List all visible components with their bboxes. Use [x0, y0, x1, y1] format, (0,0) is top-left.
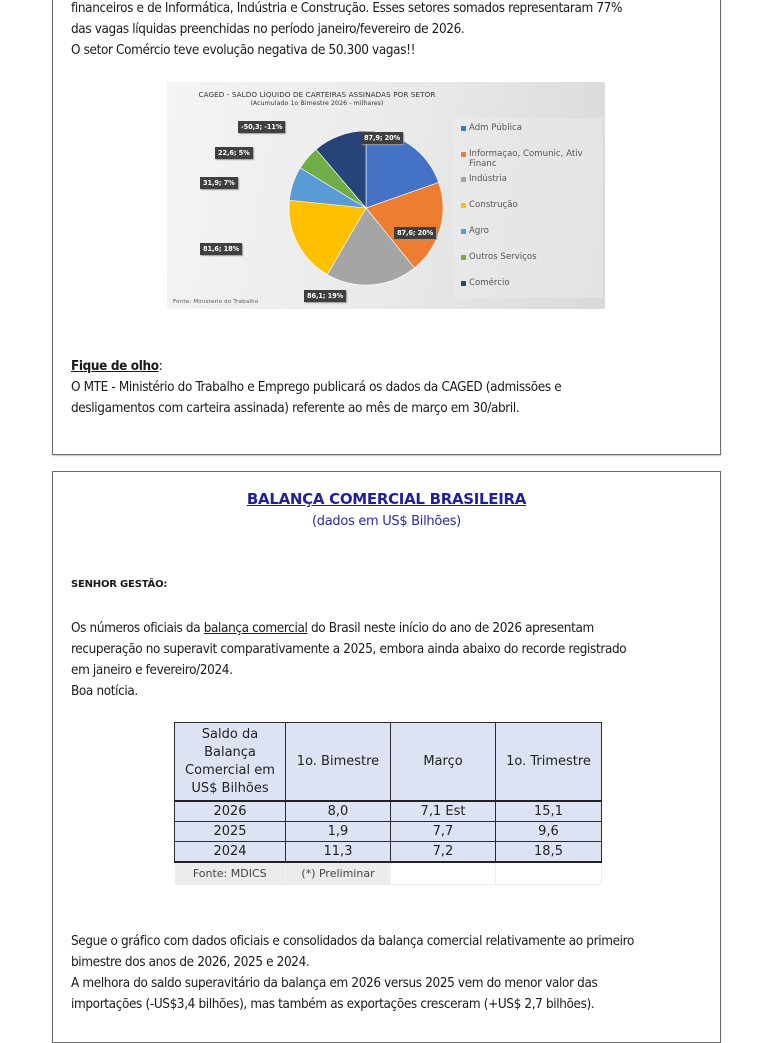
data-label-adm-publica: 87,9; 20% [361, 132, 403, 144]
balanca-analysis [71, 931, 711, 1015]
table-cell: 2025 [175, 822, 286, 842]
table-cell: 8,0 [286, 801, 391, 822]
data-label-informacao: 87,6; 20% [394, 227, 436, 239]
legend-label: Comércio [469, 278, 510, 288]
text-line: O MTE - Ministério do Trabalho e Emprego publicará os dados da CAGED (admissões e [71, 380, 562, 395]
caged-pie-chart [167, 82, 605, 309]
chart-title-text: CAGED - SALDO LÍQUIDO DE CARTEIRAS ASSINADAS POR SETOR [198, 90, 436, 99]
legend-item-agro [461, 226, 489, 236]
text-line: desligamentos com carteira assinada) referente ao mês de março em 30/abril. [71, 401, 520, 416]
legend-item-comercio [461, 278, 510, 288]
text-span: Os números oficiais da [71, 621, 204, 636]
table-cell: 9,6 [496, 822, 602, 842]
balanca-comercial-link[interactable]: balança comercial [203, 621, 308, 636]
header-line: Saldo da [201, 726, 259, 742]
text-line: importações (-US$3,4 bilhões), mas também as exportações cresceram (+US$ 2,7 bilhões). [71, 997, 595, 1012]
text-line: bimestre dos anos de 2026, 2025 e 2024. [71, 955, 310, 970]
table-cell: 2024 [175, 842, 286, 863]
table-cell: 15,1 [496, 801, 602, 822]
legend-label: Construção [469, 200, 518, 210]
table-cell-empty [496, 862, 602, 885]
legend-label: Adm Pública [469, 123, 522, 133]
legend-swatch [461, 281, 466, 286]
chart-source: Fonte: Ministerio do Trabalho [173, 299, 259, 305]
table-source: Fonte: MDICS [175, 862, 286, 885]
table-note: (*) Preliminar [286, 862, 391, 885]
legend-swatch [461, 177, 466, 182]
data-label-industria: 86,1; 19% [304, 290, 346, 302]
watch-block [71, 356, 711, 419]
chart-subtitle: (Acumulado 1o Bimestre 2026 - milhares) [250, 100, 384, 107]
watch-heading: Fique de olho [71, 359, 159, 374]
table-cell: 1,9 [286, 822, 391, 842]
legend-label: Informaçao, Comunic, Ativ Financ [469, 149, 583, 169]
table-header-row [175, 723, 602, 802]
text-line: O setor Comércio teve evolução negativa de 50.300 vagas!! [71, 43, 416, 58]
legend-swatch [461, 203, 466, 208]
legend-item-outros-servicos [461, 252, 537, 262]
legend-label: Agro [469, 226, 489, 236]
header-cell-bimestre: 1o. Bimestre [286, 723, 391, 802]
chart-legend [453, 118, 603, 298]
table-cell: 7,1 Est [391, 801, 496, 822]
balanca-table [174, 722, 602, 885]
legend-label: Outros Serviços [469, 252, 537, 262]
text-line: Boa notícia. [71, 684, 138, 699]
table-cell: 7,2 [391, 842, 496, 863]
table-row [175, 822, 602, 842]
table-cell: 7,7 [391, 822, 496, 842]
table-cell: 11,3 [286, 842, 391, 863]
header-cell-saldo [175, 723, 286, 802]
caged-intro-text [71, 0, 711, 61]
text-line: das vagas líquidas preenchidas no período janeiro/fevereiro de 2026. [71, 22, 465, 37]
header-cell-trimestre: 1o. Trimestre [496, 723, 602, 802]
table-row [175, 842, 602, 863]
table-cell-empty [391, 862, 496, 885]
caged-section [52, 0, 721, 455]
data-label-comercio: -50,3; -11% [238, 121, 285, 133]
watch-colon: : [158, 359, 163, 374]
legend-swatch [461, 152, 466, 157]
data-label-agro: 31,9; 7% [200, 177, 238, 189]
table-footer-row [175, 862, 602, 885]
balanca-intro [71, 618, 711, 702]
header-line: Balança [204, 744, 256, 760]
data-label-outros-servicos: 22,6; 5% [215, 147, 253, 159]
text-line: recuperação no superavit comparativamente a 2025, embora ainda abaixo do recorde registrado [71, 642, 627, 657]
legend-swatch [461, 255, 466, 260]
section-subtitle: (dados em US$ Bilhões) [312, 514, 461, 529]
balanca-section [52, 471, 721, 1043]
table-cell: 18,5 [496, 842, 602, 863]
text-line: A melhora do saldo superavitário da balança em 2026 versus 2025 vem do menor valor das [71, 976, 598, 991]
greeting-label: SENHOR GESTÃO: [71, 579, 168, 590]
text-line: financeiros e de Informática, Indústria e Construção. Esses setores somados representaram 77% [71, 1, 623, 16]
legend-item-industria [461, 174, 507, 184]
legend-item-construcao [461, 200, 518, 210]
legend-item-informacao [461, 149, 601, 169]
legend-item-adm-publica [461, 123, 522, 133]
section-title[interactable]: BALANÇA COMERCIAL BRASILEIRA [246, 490, 527, 508]
table-row [175, 801, 602, 822]
table-cell: 2026 [175, 801, 286, 822]
legend-swatch [461, 126, 466, 131]
text-line: Segue o gráfico com dados oficiais e consolidados da balança comercial relativamente ao primeiro [71, 934, 634, 949]
legend-label: Indústria [469, 174, 507, 184]
text-line: em janeiro e fevereiro/2024. [71, 663, 233, 678]
header-cell-marco: Março [391, 723, 496, 802]
header-line: US$ Bilhões [191, 780, 269, 796]
text-span: do Brasil neste início do ano de 2026 apresentam [307, 621, 594, 636]
legend-swatch [461, 229, 466, 234]
data-label-construcao: 81,6; 18% [200, 243, 242, 255]
header-line: Comercial em [185, 762, 275, 778]
